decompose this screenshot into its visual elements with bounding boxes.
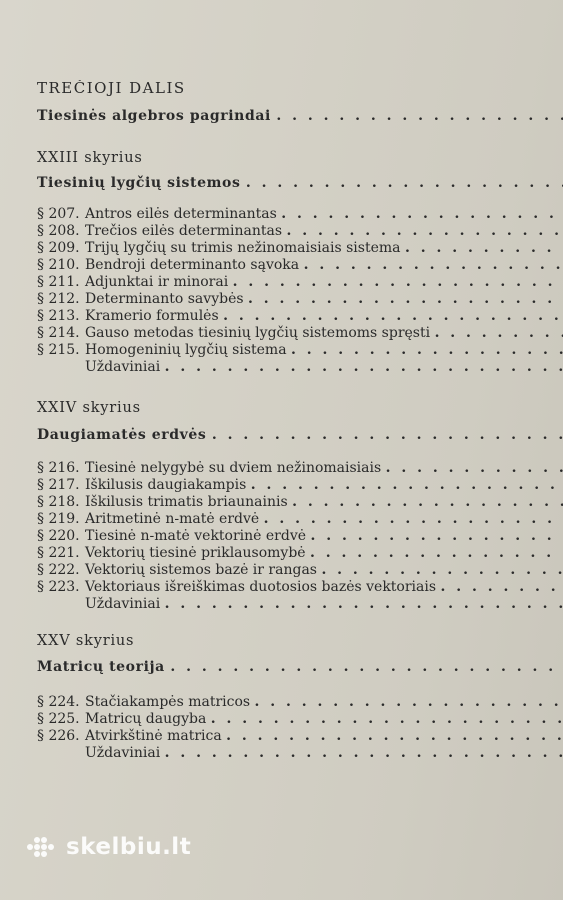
- toc-entry: § 218. Iškilusis trimatis briaunainis . . .: [37, 494, 563, 510]
- part-title: TREČIOJI DALIS: [37, 80, 186, 96]
- toc-entry: § 213. Kramerio formulės . . .: [37, 308, 563, 324]
- toc-entry: § 210. Bendroji determinanto sąvoka . . .: [37, 257, 563, 273]
- watermark-text: skelbiu.lt: [66, 834, 192, 860]
- chapter-label: XXIII skyrius: [37, 150, 143, 166]
- toc-entry: Uždaviniai . . .: [37, 359, 563, 375]
- toc-entry: § 216. Tiesinė nelygybė su dviem nežinomaisiais . . .: [37, 460, 563, 476]
- watermark: [26, 832, 191, 862]
- toc-entry: § 221. Vektorių tiesinė priklausomybė . . .: [37, 545, 563, 561]
- toc-entry: § 220. Tiesinė n-matė vektorinė erdvė . . .: [37, 528, 563, 544]
- toc-entry: § 207. Antros eilės determinantas . . .: [37, 206, 563, 222]
- toc-entry: § 212. Determinanto savybės . . .: [37, 291, 563, 307]
- toc-entry: § 215. Homogeninių lygčių sistema . . .: [37, 342, 563, 358]
- chapter-label: XXV skyrius: [37, 633, 135, 649]
- toc-entry: § 217. Iškilusis daugiakampis . . .: [37, 477, 563, 493]
- toc-entry: § 211. Adjunktai ir minorai . . .: [37, 274, 563, 290]
- chapter-label: XXIV skyrius: [37, 400, 141, 416]
- toc-entry: § 209. Trijų lygčių su trimis nežinomaisiais sistema . . .: [37, 240, 563, 256]
- toc-entry: § 214. Gauso metodas tiesinių lygčių sistemoms spręsti . . .: [37, 325, 563, 341]
- toc-entry: § 208. Trečios eilės determinantas . . .: [37, 223, 563, 239]
- toc-entry: Uždaviniai . . .: [37, 745, 563, 761]
- skelbiu-dots-logo-icon: [26, 835, 58, 859]
- toc-entry: § 224. Stačiakampės matricos . . .: [37, 694, 563, 710]
- toc-entry: Uždaviniai . . .: [37, 596, 563, 612]
- toc-entry: § 222. Vektorių sistemos bazė ir rangas . . .: [37, 562, 563, 578]
- toc-entry: § 223. Vektoriaus išreiškimas duotosios bazės vektoriais . . .: [37, 579, 563, 595]
- toc-entry: § 226. Atvirkštinė matrica . . .: [37, 728, 563, 744]
- toc-entry: § 219. Aritmetinė n-matė erdvė . . .: [37, 511, 563, 527]
- chapter-title: Daugiamatės erdvės . . .: [37, 427, 563, 443]
- part-subtitle: Tiesinės algebros pagrindai . . .: [37, 108, 563, 124]
- toc-entry: § 225. Matricų daugyba . . .: [37, 711, 563, 727]
- chapter-title: Tiesinių lygčių sistemos . . .: [37, 175, 563, 191]
- chapter-title: Matricų teorija . . .: [37, 659, 563, 675]
